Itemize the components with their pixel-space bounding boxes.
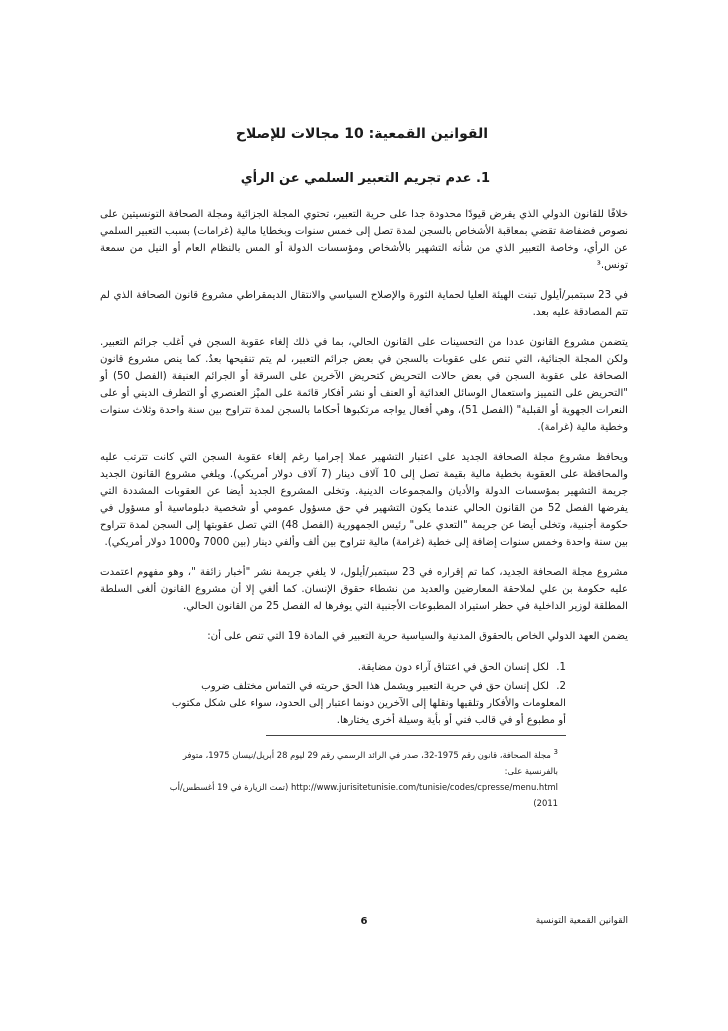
footnote-marker: 3: [553, 748, 558, 756]
section-title: 1. عدم تجريم التعبير السلمي عن الرأي: [240, 171, 490, 186]
list-item-number: 2.: [556, 681, 566, 692]
paragraph-3: يتضمن مشروع القانون عددا من التحسينات على القانون الحالي، بما في ذلك إلغاء عقوبة السجن في أغلب جرائم التعبير. ولكن المجلة الجنائية، التي تنص على عقوبات بالسجن في بعض جرائم التعبير، لم يتم تنقيحها بعدُ. كما ينص مشروع قانون الصحافة على عقوبة السجن في بعض حالات التحريض كتحريض الآخرين على السرقة أو الجرائم العنيفة (الفصل 50) أو "التحريض على التمييز واستعمال الوسائل العدائية أو العنف أو نشر أفكار قائمة على الميْز العنصري أو التطرف الديني أو على النعرات الجهوية أو القبلية" (الفصل 51)، وهي أفعال يواجه مرتكبوها أحكاما بالسجن لمدة تتراوح بين سنة واحدة وثلاث سنوات وخطية مالية (غرامة).: [100, 337, 629, 433]
footnote-text: مجلة الصحافة، قانون رقم 1975-32، صدر في الرائد الرسمي رقم 29 ليوم 28 أبريل/نيسان 1975، متوفر بالفرنسية على:: [182, 749, 558, 776]
list-item: [166, 678, 566, 729]
footnote-url[interactable]: http://www.jurisitetunisie.com/tunisie/codes/cpresse/menu.html: [290, 781, 558, 792]
list-item-text: لكل إنسان حق في حرية التعبير ويشمل هذا الحق حريته في التماس مختلف ضروب المعلومات والأفكار وتلقيها ونقلها إلى الآخرين دونما اعتبار إلى الحدود، سواء على شكل مكتوب أو مطبوع أو في قالب فني أو بأية وسيلة أخرى يختارها.: [171, 681, 566, 726]
list-item-text: لكل إنسان الحق في اعتناق آراء دون مضايقة.: [357, 662, 550, 673]
page-footer: [100, 916, 628, 934]
paragraph-5: مشروع مجلة الصحافة الجديد، كما تم إقراره في 23 سبتمبر/أيلول، لا يلغي جريمة نشر "أخبار زائفة "، وهو مفهوم اعتمدت عليه حكومة بن علي لملاحقة المعارضين والعديد من نشطاء حقوق الإنسان. كما ألغي إلا أن مشروع القانون ألغى السلطة المطلقة لوزير الداخلية في حظر استيراد المطبوعات الأجنبية التي يوفرها له الفصل 25 من القانون الحالي.: [100, 567, 628, 612]
paragraph-1: خلافًا للقانون الدولي الذي يفرض قيودًا محدودة جدا على حرية التعبير، تحتوي المجلة الجزائية ومجلة الصحافة التونسيتين على نصوص فضفاضة تقضي بمعاقبة الأشخاص بالسجن لمدة تصل إلى خمس سنوات وبخطايا مالية (غرامات) بسبب التعبير السلمي عن الرأي، وخاصة التعبير الذي من شأنه التشهير بالأشخاص ومؤسسات الدولة أو المس بالنظام العام أو النيل من سمعة تونس.³: [100, 209, 628, 271]
running-title: القوانين القمعية التونسية: [535, 916, 628, 926]
paragraph-2: في 23 سبتمبر/أيلول تبنت الهيئة العليا لحماية الثورة والإصلاح السياسي والانتقال الديمقراطي مشروع قانون الصحافة الذي لم تتم المصادقة عليه بعد.: [100, 290, 628, 318]
footnote-visit-date: (تمت الزيارة في 19 أغسطس/أب 2011): [169, 781, 558, 808]
footnote-divider: [266, 735, 566, 736]
list-item: [166, 659, 566, 676]
covenant-intro: يضمن العهد الدولي الخاص بالحقوق المدنية والسياسية حرية التعبير في المادة 19 التي تنص على أن:: [207, 631, 628, 642]
paragraph-4: ويحافظ مشروع مجلة الصحافة الجديد على اعتبار التشهير عملا إجراميا رغم إلغاء عقوبة السجن التي كانت تترتب عليه والمحافظة على العقوبة بخطية مالية بقيمة تصل إلى 10 آلاف دينار (7 آلاف دولار أمريكي). ويلغي مشروع القانون الجديد جريمة التشهير بمؤسسات الدولة والأديان والمجموعات الدينية. وتخلى المشروع الجديد أيضا عن العقوبات المشددة التي يفرضها الفصل 52 من القانون الحالي عندما يكون التشهير في حق مسؤول عمومي أو شخصية دبلوماسية أو مسؤول في حكومة أجنبية، وتخلى أيضا عن جريمة "التعدي على" رئيس الجمهورية (الفصل 48) التي تصل عقوبتها إلى السجن لمدة تتراوح بين سنة واحدة وخمس سنوات إضافة إلى خطية (غرامة) مالية تتراوح بين ألف وألفي دينار (بين 7000 و1000 دولار أمريكي).: [100, 452, 628, 548]
footnote: [100, 744, 628, 811]
covenant-list: [100, 659, 628, 729]
document-title: القوانين القمعية: 10 مجالات للإصلاح: [235, 126, 488, 142]
list-item-number: 1.: [556, 662, 566, 673]
page-number: 6: [360, 916, 368, 927]
